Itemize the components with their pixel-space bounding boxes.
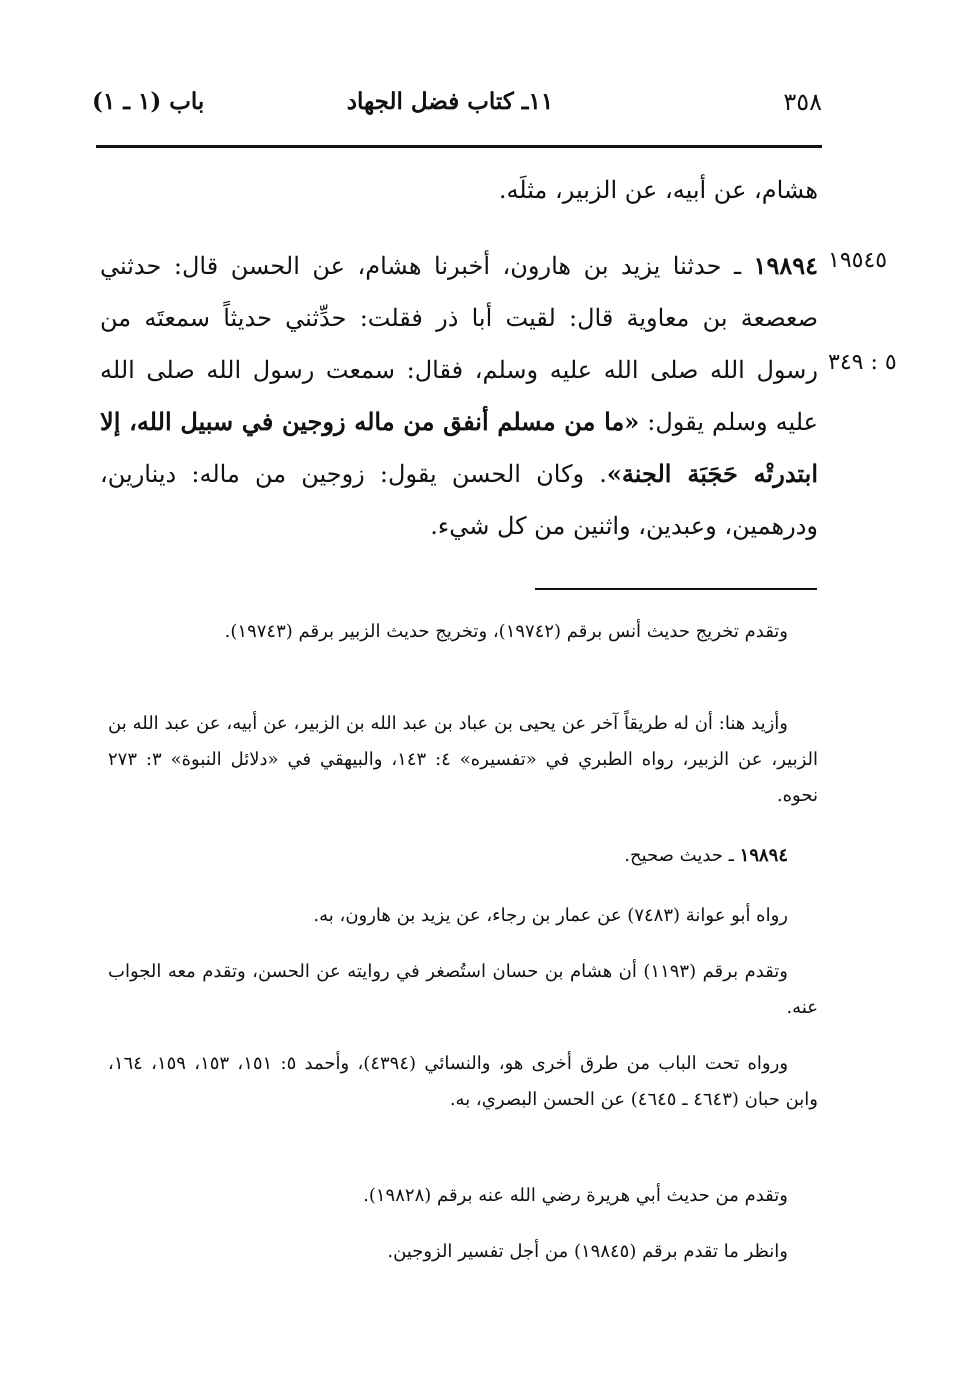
hadith-paragraph [100,240,818,552]
hadith-text-part-1: ـ حدثنا يزيد بن هارون، أخبرنا هشام، عن الحسن قال: حدثني صعصعة بن معاوية قال: لقيت أبا ذر فقلت: حدِّثني حديثاً سمعتَه من رسول الله صلى الله عليه وسلم، فقال: سمعت رسول الله صلى الله عليه وسلم يقول: [100,252,818,436]
footnote-paragraph: وأزيد هنا: أن له طريقاً آخر عن يحيى بن عباد بن عبد الله بن الزبير، عن أبيه، عن عبد الله بن الزبير، عن الزبير، رواه الطبري في «تفسيره» ٤: ١٤٣، والبيهقي في «دلائل النبوة» ٣: ٢٧٣ نحوه. [108,713,818,806]
footnote-separator [535,588,817,590]
footnote-hadith-grade [108,838,818,874]
header-rule [96,145,822,148]
footnote-paragraph: رواه أبو عوانة (٧٤٨٣) عن عمار بن رجاء، عن يزيد بن هارون، به. [313,905,788,926]
footnote-grade-text: ـ حديث صحيح. [624,845,740,866]
chapter-label: باب (١ ـ ١) [92,88,205,115]
footnote-paragraph: وتقدم برقم (١١٩٣) أن هشام بن حسان استُصغر في روايته عن الحسن، وتقدم معه الجواب عنه. [108,961,818,1018]
footnote-paragraph: وتقدم من حديث أبي هريرة رضي الله عنه برقم (١٩٨٢٨). [363,1185,788,1206]
hadith-quote: «ما من مسلم أنفق من ماله زوجين في سبيل الله، إلا ابتدرتْه حَجَبَة الجنة» [100,407,819,488]
hadith-number: ١٩٨٩٤ [753,251,818,280]
margin-volume-page: ٥ : ٣٤٩ [828,350,897,375]
continuation-text: هشام، عن أبيه، عن الزبير، مثلَه. [498,176,818,204]
page-number: ٣٥٨ [783,88,822,116]
book-title: ١١ـ كتاب فضل الجهاد [346,88,554,115]
footnote-paragraph: وانظر ما تقدم برقم (١٩٨٤٥) من أجل تفسير الزوجين. [387,1241,788,1262]
footnote-hadith-number: ١٩٨٩٤ [739,845,788,866]
hadith-text-part-2: . وكان الحسن يقول: زوجين من ماله: دينارين، ودرهمين، وعبدين، واثنين من كل شيء. [100,460,818,540]
footnote-paragraph: وتقدم تخريج حديث أنس برقم (١٩٧٤٢)، وتخريج حديث الزبير برقم (١٩٧٤٣). [224,621,788,642]
footnote-paragraph: ورواه تحت الباب من طرق أخرى هو، والنسائي (٤٣٩٤)، وأحمد ٥: ١٥١، ١٥٣، ١٥٩، ١٦٤، وابن حبان (٤٦٤٣ ـ ٤٦٤٥) عن الحسن البصري، به. [108,1053,818,1110]
margin-reference-number: ١٩٥٤٥ [828,248,888,273]
